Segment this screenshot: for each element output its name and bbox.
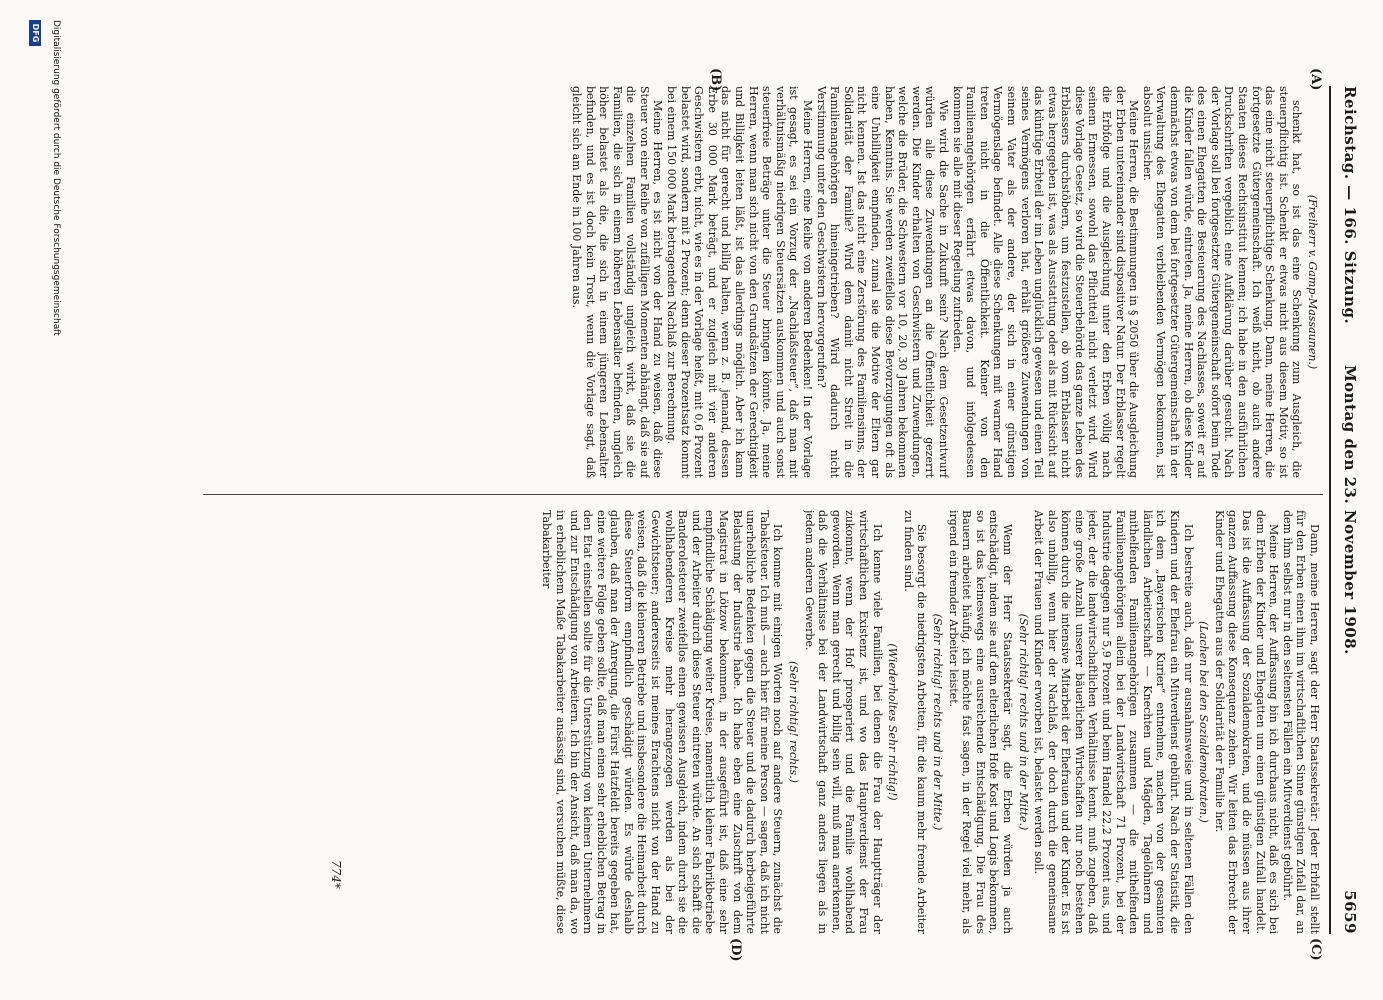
speaker-name: (Freiherr v. Gamp-Massaunen.): [1306, 194, 1319, 370]
interjection: (Sehr richtig! rechts.): [787, 661, 801, 783]
paragraph: Ich komme mit einigen Worten noch auf andere Steuern, zunächst die Tabaksteuer. Ich muß — auch hier für meine Person — sagen, daß ich nicht unerhebliche Bedenken gegen die Steuer und die dadurch herbeigeführte Belastung der Industrie habe. Ich habe eben eine Zuschrift von dem Magistrat in Lötzow bekommen, in der ausgeführt ist, daß eine sehr empfindliche Schädigung weiter Kreise, namentlich kleiner Fabrikbetriebe und der Arbeiter durch diese Steuer eintreten würde. An sich schafft die Banderolesteuer zweifellos einen gewissen Ausgleich, indem durch sie die wohlhabenderen Kreise mehr herangezogen werden als bei der Gewichtsteuer; andererseits ist meines Erachtens nicht von der Hand zu weisen, daß die kleineren Betriebe und insbesondere die Heimarbeit durch diese Steuerform empfindlich geschädigt würden. Es würde deshalb glauben, daß man der Anregung, die Fürst Hatzfeldt bereits gegeben hat, eine weitere Folge geben sollte, daß man einen sehr erheblichen Betrag in den Etat einstellen sollte für die Unterstützung von kleinen Unternehmern und zur Entschädigung von Arbeitern. Ich bin der Ansicht, daß man da, wo in erheblichem Maße Tabakarbeiter ansässig sind, versuchen müßte, diese Tabakarbeiter: [540, 510, 785, 934]
margin-marker-b: (B): [708, 68, 723, 92]
paragraph: Dann, meine Herren, sagt der Herr Staatssekretär: Jeder Erbfall stellt für den Erben einen ihm im wirtschaftlichen Sinne günstigen Zufall dar, an dem ihm selbst nur in den seltensten Fällen ein Mitverdienst gebührt.: [1280, 510, 1321, 934]
paragraph: Ich kenne viele Familien, bei denen die Frau der Hauptträger der wirtschaftlichen Existenz ist, und wo das Hauptverdienst der Frau zukommt, wenn der Hof prosperiert und die Familie wohlhabend geworden. Wenn man gerecht und billig sein will, muß man anerkennen, daß die Verhältnisse bei der Landwirtschaft ganz anders liegen als in jedem anderen Gewerbe.: [802, 510, 884, 934]
paragraph: Meine Herren, die Bestimmungen in § 2050 über die Ausgleichung der Erben untereinander sind dispositiver Natur. Der Erblasser regelt die Erbfolge und die Ausgleichung unter den Erben völlig nach seinem Ermessen, sowohl das Pflichtteil nicht verletzt wird. Wird diese Vorlage Gesetz, so wird die Steuerbehörde das ganze Leben des Erblassers durchstöbern, um festzustellen, ob vom Erblasser nicht etwas hergegeben ist, was als Ausstattung oder als mit Rücksicht auf das künftige Erbteil der im Leben unglücklich gewesen und einen Teil seines Vermögens verloren hat, erhält größere Zuwendungen von seinem Vater als der andere, der sich in einer günstigen Vermögenslage befindet. Alle diese Schenkungen mit warmer Hand treten nicht in die Öffentlichkeit. Keiner von den Familienangehörigen erfährt etwas davon, und infolgedessen kommen sie alle mit dieser Regelung zufrieden.: [950, 86, 1141, 478]
margin-marker-d: (D): [728, 938, 743, 962]
right-column: [311, 510, 1321, 934]
paragraph: Sie besorgt die niedrigsten Arbeiten, für die kaum mehr fremde Arbeiter zu finden sind.: [901, 510, 929, 934]
margin-marker-c: (C): [1308, 938, 1323, 961]
interjection: (Wiederholtes Sehr richtig!): [886, 643, 900, 801]
paragraph: Meine Herren, eine Reihe von anderen Bedenken! In der Vorlage ist gesagt, es sei ein Vorzug der „Nachlaßsteuer“, daß man mit verhältnismäßig niedrigen Steuersätzen auskommen und auch sonst steuerfreie Beträge unter die Steuer bringen könnte. Ja, meine Herren, wenn man sich nicht von den Grundsätzen der Gerechtigkeit und Billigkeit leiten läßt, ist das allerdings möglich. Aber ich kann das nicht für gerecht und billig halten, wenn z. B. jemand, dessen Erbe 30 000 Mark beträgt, und er zugleich mit vier anderen Geschwistern erbt, nicht, wie es in der Vorlage heißt, mit 0,6 Prozent belastet wird, sondern mit 2 Prozent; denn dieser Prozentsatz kommt bei einem 150 000 Mark betragenden Nachlaß zur Berechnung.: [665, 86, 815, 478]
dfg-logo: DFG: [29, 20, 41, 46]
interjection: (Sehr richtig! rechts und in der Mitte.): [930, 613, 944, 831]
signature-mark: 774*: [329, 860, 343, 889]
left-column: [281, 86, 1321, 478]
header-left: Reichstag. — 166. Sitzung.: [1341, 86, 1359, 325]
column-divider: [203, 494, 1323, 495]
interjection: (Lachen bei den Sozialdemokraten.): [1197, 621, 1211, 823]
paragraph: Meine Herren, es ist nicht von der Hand zu weisen, daß diese Steuer von einer Reihe von zufälligen Momenten abhängt, daß sie auf die einzelnen Familien vollständig ungleich wirkt, daß sie die Familien, die sich in einem höheren Lebensalter befinden, ungleich höher belastet als die, die sich in einem jüngeren Lebensalter befinden, und es ist doch kein Trost, wenn die Vorlage sagt, daß gleicht sich am Ende in 100 Jahren aus.: [569, 86, 665, 478]
header-center: Montag den 23. November 1908.: [1341, 365, 1359, 655]
header-rule: [1329, 86, 1331, 934]
page-number: 5659: [1341, 890, 1359, 934]
page-header: [1333, 86, 1363, 934]
paragraph: Wie wird die Sache in Zukunft sein? Nach dem Gesetzentwurf würden alle diese Zuwendungen an die Öffentlichkeit gezerrt werden. Die Kinder erhalten von Geschwistern und Zuwendungen, welche die Brüder, die Schwestern vor 10, 20, 30 Jahren bekommen haben, Kenntnis. Sie werden zweifellos diese Bevorzugungen oft als eine Unbilligkeit empfinden, zumal sie die Motive der Eltern gar nicht kennen. Ist das nicht eine Zerstörung des Familiensinns, der Solidarität der Familie? Wird dem damit nicht Streit in die Familienangehörigen hineingetrieben? Wird dadurch nicht Verstimmung unter den Geschwistern hervorgerufen?: [814, 86, 950, 478]
paragraph: Ich bestreite auch, daß nur ausnahmsweise und in seltenen Fällen den Kindern und der Ehefrau ein Mitverdienst gebührt. Nach der Statistik, die ich dem „Bayerischen Kurier“ entnehme, machen von der gesamten ländlichen Arbeiterschaft — Knechten und Mägden, Tagelöhnern und mithelfenden Familienangehörigen zusammen — die mithelfenden Familienangehörigen allein bei der Landwirtschaft 71 Prozent, bei der Industrie dagegen nur 5,9 Prozent und beim Handel 22,2 Prozent aus, und jeder, der die landwirtschaftlichen Verhältnisse kennt, muß zugeben, daß eine große Anzahl unserer bäuerlichen Wirtschaften nur noch bestehen können durch die intensive Mitarbeit der Ehefrauen und der Kinder. Es ist also unbillig, wenn hier der Nachlaß, der doch durch die gemeinsame Arbeit der Frauen und Kinder erworben ist, belastet werden soll.: [1032, 510, 1195, 934]
interjection: (Sehr richtig! rechts und in der Mitte.): [1016, 613, 1030, 831]
paragraph: Meine Herren, der Auffassung bin ich durchaus nicht, daß es sich bei dem Erben der Kinder und Ehegatten um einen günstigen Zufall handelt. Das ist die Auffassung der Sozialdemokraten, und die müssen aus ihrer ganzen Auffassung diese Konsequenz ziehen. Wir leiten das Erbrecht der Kinder und Ehegatten aus der Solidarität der Familie her.: [1212, 510, 1281, 934]
margin-marker-a: (A): [1308, 68, 1323, 91]
funding-note: Digitalisierung gefördert durch die Deutsche Forschungsgemeinschaft: [51, 20, 61, 336]
paragraph: schenkt hat, so ist das eine Schenkung zum Ausgleich, die steuerpflichtig ist. Schenkt er etwas nicht aus diesem Motiv, so ist das eine nicht steuerpflichtige Schenkung. Dann, meine Herren, die fortgesetzte Gütergemeinschaft. Ich weiß nicht, ob auch andere Staaten dieses Rechtsinstitut kennen; ich habe in den ausführlichen Druckschriften vergeblich eine Aufklärung darüber gesucht. Nach der Vorlage soll bei fortgesetzter Gütergemeinschaft sofort beim Tode des einen Ehegatten die Besteuerung des Nachlasses, soweit er auf die Kinder fallen würde, eintreten. Ja, meine Herren, ob diese Kinder demnächst etwas von dem bei fortgesetzter Gütergemeinschaft in der Verwaltung des Ehegatten verbleibenden Vermögen bekommen, ist absolut unsicher.: [1140, 86, 1304, 478]
paragraph: Wenn der Herr Staatssekretär sagt, die Erben würden ja auch entschädigt, indem sie auf dem elterlichen Hofe Kost und Logis bekommen, so ist das keineswegs eine ausreichende Entschädigung. Die Frau des Bauern arbeitet häufig, ich möchte fast sagen, in der Regel viel mehr, als irgend ein fremder Arbeiter leistet.: [946, 510, 1014, 934]
